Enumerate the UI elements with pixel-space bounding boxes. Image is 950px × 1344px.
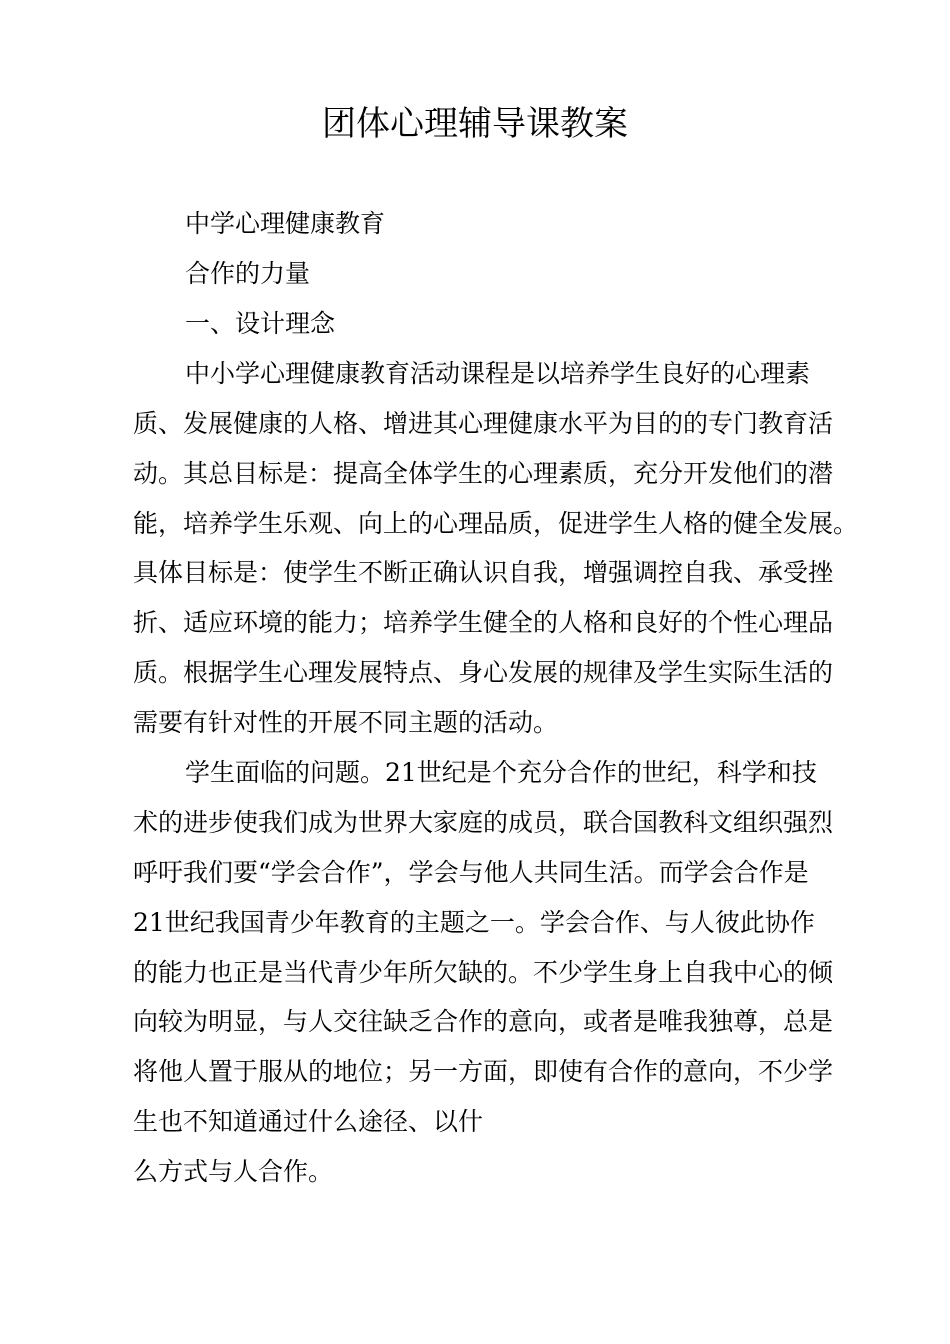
paragraph-line: 生也不知道通过什么途径、以什 [133, 1107, 484, 1136]
document-title: 团体心理辅导课教案 [322, 104, 628, 144]
paragraph-line: 需要有针对性的开展不同主题的活动。 [133, 708, 559, 737]
paragraph-line: 折、适应环境的能力；培养学生健全的人格和良好的个性心理品 [133, 608, 834, 637]
paragraph-line: 呼吁我们要“学会合作”，学会与他人共同生活。而学会合作是 [133, 858, 809, 887]
paragraph-line: 中小学心理健康教育活动课程是以培养学生良好的心理素 [185, 359, 811, 388]
paragraph-line: 质。根据学生心理发展特点、身心发展的规律及学生实际生活的 [133, 658, 834, 687]
paragraph-line: 向较为明显，与人交往缺乏合作的意向，或者是唯我独尊，总是 [133, 1007, 834, 1036]
paragraph-line: 的能力也正是当代青少年所欠缺的。不少学生身上自我中心的倾 [133, 958, 834, 987]
paragraph-line: 术的进步使我们成为世界大家庭的成员，联合国教科文组织强烈 [133, 808, 834, 837]
paragraph-line: 学生面临的问题。21世纪是个充分合作的世纪，科学和技 [185, 758, 817, 787]
section-heading: 一、设计理念 [185, 309, 336, 338]
paragraph-line: 么方式与人合作。 [133, 1157, 334, 1186]
lesson-title: 合作的力量 [185, 259, 311, 288]
subject-line: 中学心理健康教育 [185, 209, 386, 238]
paragraph-line: 能，培养学生乐观、向上的心理品质，促进学生人格的健全发展。 [133, 509, 859, 538]
paragraph-line: 将他人置于服从的地位；另一方面，即使有合作的意向，不少学 [133, 1057, 834, 1086]
paragraph-line: 具体目标是：使学生不断正确认识自我，增强调控自我、承受挫 [133, 558, 834, 587]
paragraph-line: 动。其总目标是：提高全体学生的心理素质，充分开发他们的潜 [133, 459, 834, 488]
paragraph-line: 21世纪我国青少年教育的主题之一。学会合作、与人彼此协作 [133, 908, 815, 937]
paragraph-line: 质、发展健康的人格、增进其心理健康水平为目的的专门教育活 [133, 409, 834, 438]
